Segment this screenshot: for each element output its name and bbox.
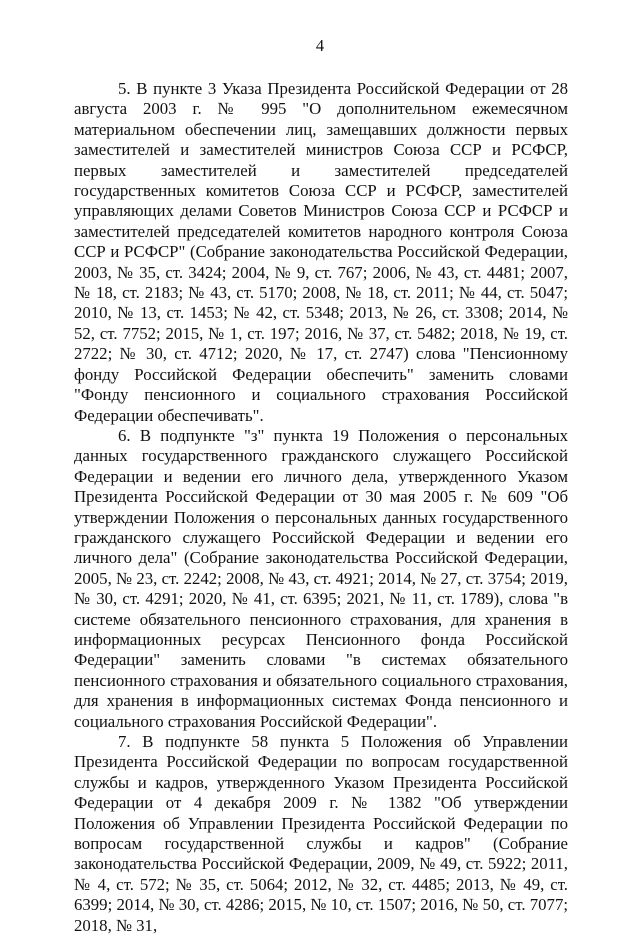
document-body [74,79,568,936]
page-number: 4 [315,36,325,55]
paragraph-5: 5. В пункте 3 Указа Президента Российской Федерации от 28 августа 2003 г. № 995 "О дополнительном ежемесячном материальном обеспечении лиц, замещавших должности первых заместителей и заместителей министров Союза ССР и РСФСР, первых заместителей и заместителей председателей государственных комитетов Союза ССР и РСФСР, заместителей управляющих делами Советов Министров Союза ССР и РСФСР и заместителей председателей комитетов народного контроля Союза ССР и РСФСР" (Собрание законодательства Российской Федерации, 2003, № 35, ст. 3424; 2004, № 9, ст. 767; 2006, № 43, ст. 4481; 2007, № 18, ст. 2183; № 43, ст. 5170; 2008, № 18, ст. 2011; № 44, ст. 5047; 2010, № 13, ст. 1453; № 42, ст. 5348; 2013, № 26, ст. 3308; 2014, № 52, ст. 7752; 2015, № 1, ст. 197; 2016, № 37, ст. 5482; 2018, № 19, ст. 2722; № 30, ст. 4712; 2020, № 17, ст. 2747) слова "Пенсионному фонду Российской Федерации обеспечить" заменить словами "Фонду пенсионного и социального страхования Российской Федерации обеспечивать". [74,79,568,425]
paragraph-7: 7. В подпункте 58 пункта 5 Положения об Управлении Президента Российской Федерации по вопросам государственной службы и кадров, утвержденного Указом Президента Российской Федерации от 4 декабря 2009 г. № 1382 "Об утверждении Положения об Управлении Президента Российской Федерации по вопросам государственной службы и кадров" (Собрание законодательства Российской Федерации, 2009, № 49, ст. 5922; 2011, № 4, ст. 572; № 35, ст. 5064; 2012, № 32, ст. 4485; 2013, № 49, ст. 6399; 2014, № 30, ст. 4286; 2015, № 10, ст. 1507; 2016, № 50, ст. 7077; 2018, № 31, [74,732,568,935]
paragraph-6: 6. В подпункте "з" пункта 19 Положения о персональных данных государственного гражданского служащего Российской Федерации и ведении его личного дела, утвержденного Указом Президента Российской Федерации от 30 мая 2005 г. № 609 "Об утверждении Положения о персональных данных государственного гражданского служащего Российской Федерации и ведении его личного дела" (Собрание законодательства Российской Федерации, 2005, № 23, ст. 2242; 2008, № 43, ст. 4921; 2014, № 27, ст. 3754; 2019, № 30, ст. 4291; 2020, № 41, ст. 6395; 2021, № 11, ст. 1789), слова "в системе обязательного пенсионного страхования, для хранения в информационных ресурсах Пенсионного фонда Российской Федерации" заменить словами "в системах обязательного пенсионного страхования и обязательного социального страхования, для хранения в информационных системах Фонда пенсионного и социального страхования Российской Федерации". [74,425,568,731]
